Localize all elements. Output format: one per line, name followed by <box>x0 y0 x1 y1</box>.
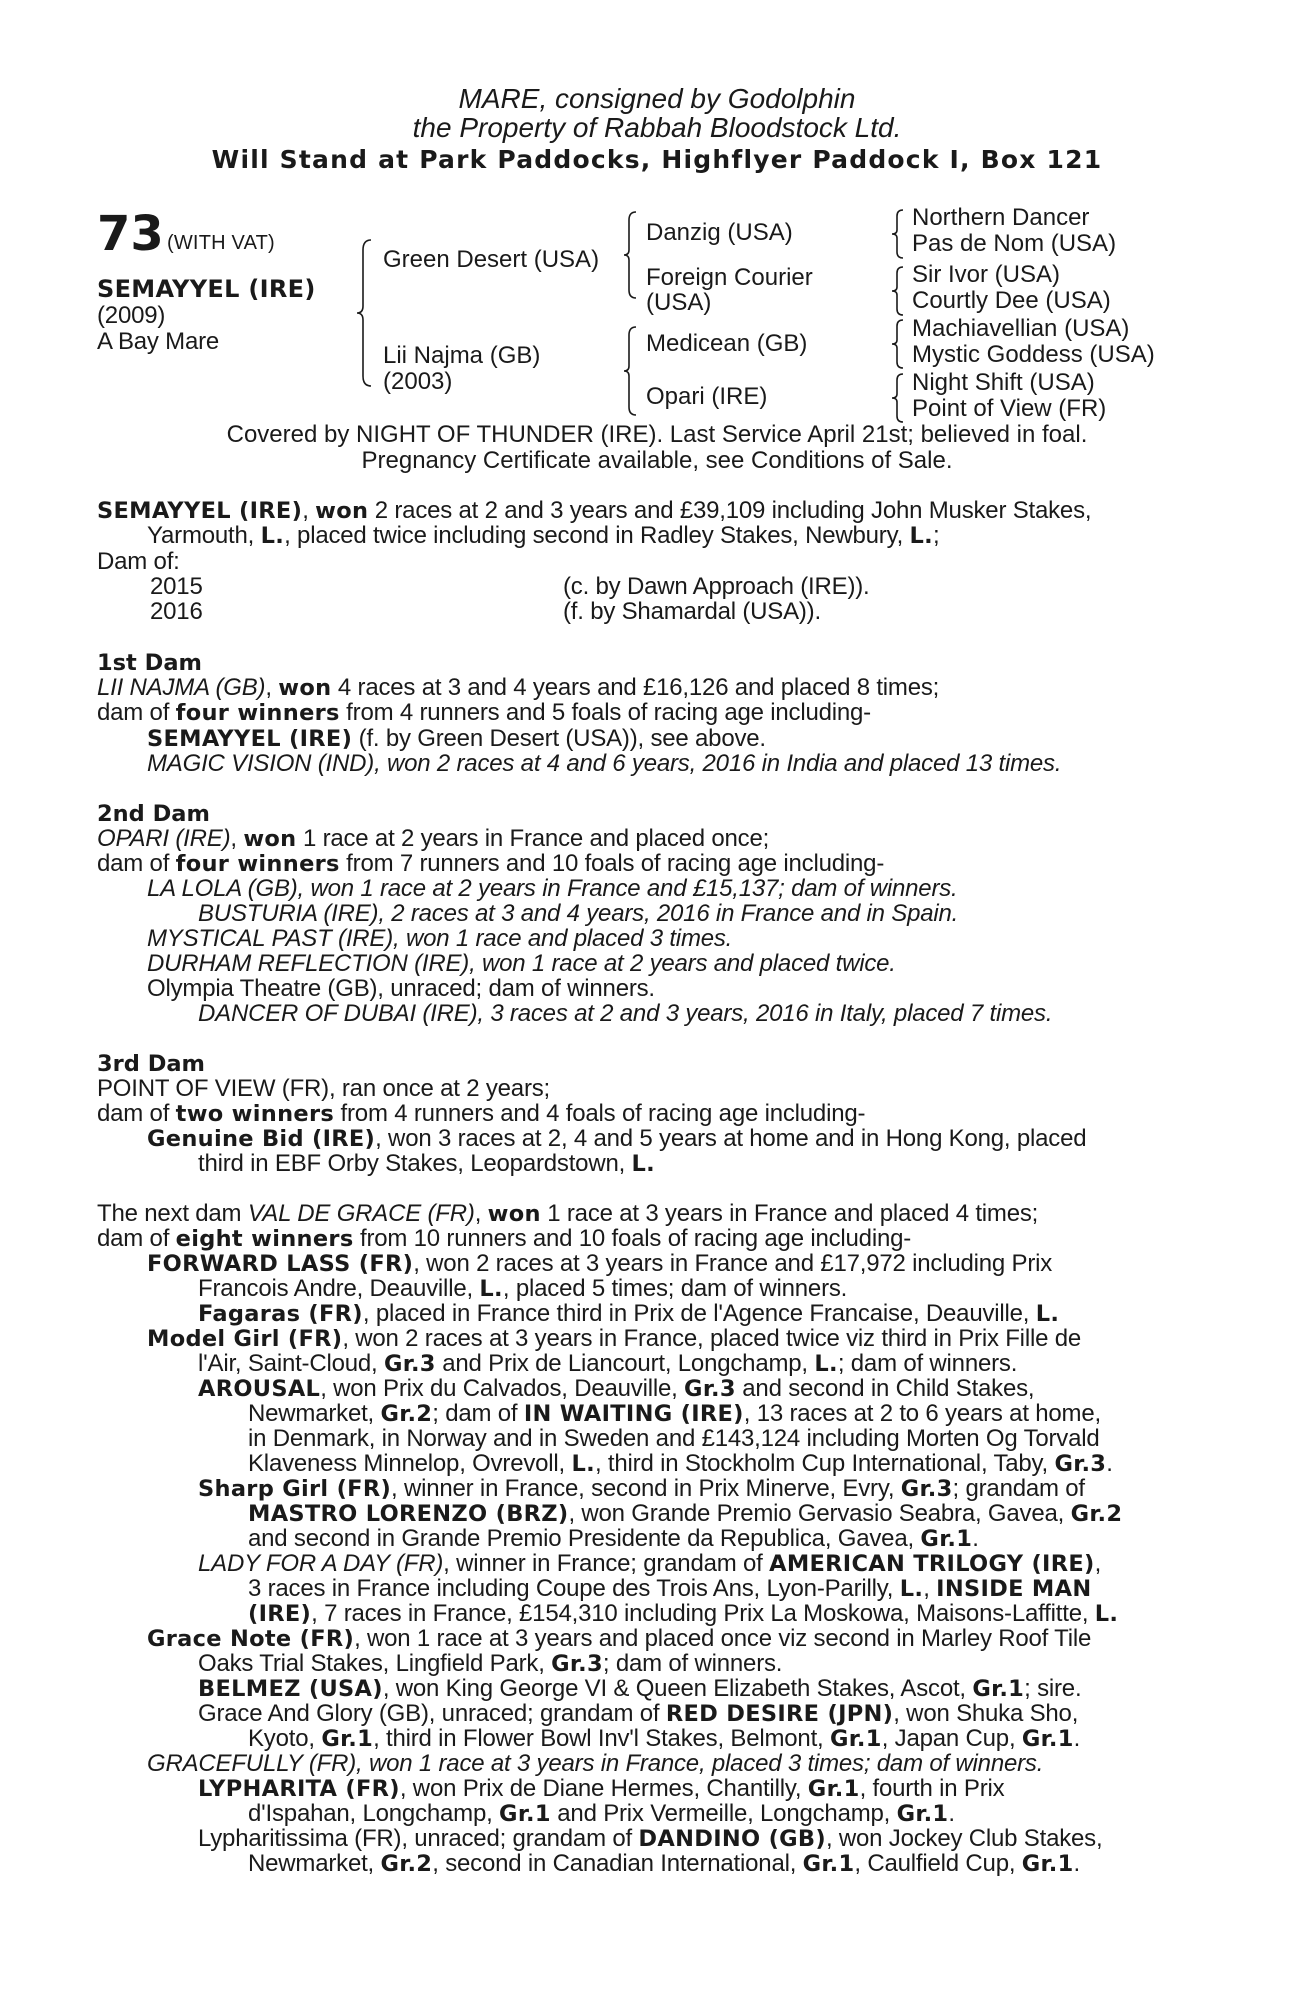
header-stand: Will Stand at Park Paddocks, Highflyer Paddock I, Box 121 <box>211 145 1103 174</box>
lot-name: SEMAYYEL (IRE) <box>97 275 316 303</box>
pedigree-dss: Machiavellian (USA) <box>912 315 1130 342</box>
second-dam-line-2: dam of four winners from 7 runners and 10 foals of racing age including- <box>97 850 885 877</box>
second-dam-produce-2: MYSTICAL PAST (IRE), won 1 race and placed 3 times. <box>147 925 733 952</box>
pedigree-brace-2b <box>622 325 640 417</box>
pedigree-ddd: Point of View (FR) <box>912 395 1107 422</box>
covered-line: Covered by NIGHT OF THUNDER (IRE). Last Service April 21st; believed in foal. <box>226 421 1088 448</box>
lypharita-line-2: d'Ispahan, Longchamp, Gr.1 and Prix Vermeille, Longchamp, Gr.1. <box>248 1800 955 1827</box>
pedigree-brace-3d <box>890 372 906 424</box>
pedigree-brace-3c <box>890 318 906 370</box>
lady-for-a-day-line-1: LADY FOR A DAY (FR), winner in France; grandam of AMERICAN TRILOGY (IRE), <box>198 1550 1102 1577</box>
lypharitissima-line-1: Lypharitissima (FR), unraced; grandam of DANDINO (GB), won Jockey Club Stakes, <box>198 1825 1103 1852</box>
arousal-line-3: in Denmark, in Norway and in Sweden and £143,124 including Morten Og Torvald <box>248 1425 1100 1452</box>
belmez-line: BELMEZ (USA), won King George VI & Queen Elizabeth Stakes, Ascot, Gr.1; sire. <box>198 1675 1082 1702</box>
forward-lass-line-1: FORWARD LASS (FR), won 2 races at 3 years in France and £17,972 including Prix <box>147 1250 1053 1277</box>
dam-of-label: Dam of: <box>97 548 180 575</box>
pregnancy-line: Pregnancy Certificate available, see Conditions of Sale. <box>361 447 953 474</box>
header-consignor: MARE, consigned by Godolphin <box>458 83 856 114</box>
second-dam-produce-4: Olympia Theatre (GB), unraced; dam of winners. <box>147 975 655 1002</box>
gracefully-line: GRACEFULLY (FR), won 1 race at 3 years in France, placed 3 times; dam of winners. <box>147 1750 1044 1777</box>
lot-description: A Bay Mare <box>97 328 220 355</box>
pedigree-dam-dam: Opari (IRE) <box>646 383 768 410</box>
pedigree-dds: Night Shift (USA) <box>912 369 1095 396</box>
first-dam-line-1: LII NAJMA (GB), won 4 races at 3 and 4 years and £16,126 and placed 8 times; <box>97 674 940 701</box>
first-dam-heading: 1st Dam <box>97 650 202 676</box>
second-dam-produce-4a: DANCER OF DUBAI (IRE), 3 races at 2 and 3 years, 2016 in Italy, placed 7 times. <box>198 1000 1053 1027</box>
pedigree-sdd: Courtly Dee (USA) <box>912 287 1111 314</box>
produce-2015-detail: (c. by Dawn Approach (IRE)). <box>563 573 870 600</box>
pedigree-dsd: Mystic Goddess (USA) <box>912 341 1155 368</box>
pedigree-sss: Northern Dancer <box>912 204 1090 231</box>
second-dam-produce-1a: BUSTURIA (IRE), 2 races at 3 and 4 years, 2016 in France and in Spain. <box>198 900 959 927</box>
produce-2015-year: 2015 <box>150 573 203 600</box>
grace-and-glory-line-1: Grace And Glory (GB), unraced; grandam of RED DESIRE (JPN), won Shuka Sho, <box>198 1700 1079 1727</box>
first-dam-produce-1: SEMAYYEL (IRE) (f. by Green Desert (USA)), see above. <box>147 725 766 752</box>
arousal-line-1: AROUSAL, won Prix du Calvados, Deauville, Gr.3 and second in Child Stakes, <box>198 1375 1035 1402</box>
sharp-girl-line-2: MASTRO LORENZO (BRZ), won Grande Premio Gervasio Seabra, Gavea, Gr.2 <box>248 1500 1123 1527</box>
model-girl-line-2: l'Air, Saint-Cloud, Gr.3 and Prix de Liancourt, Longchamp, L.; dam of winners. <box>198 1350 1018 1377</box>
produce-2016-detail: (f. by Shamardal (USA)). <box>563 598 821 625</box>
header-property: the Property of Rabbah Bloodstock Ltd. <box>412 112 902 143</box>
second-dam-produce-1: LA LOLA (GB), won 1 race at 2 years in France and £15,137; dam of winners. <box>147 875 958 902</box>
sharp-girl-line-1: Sharp Girl (FR), winner in France, second in Prix Minerve, Evry, Gr.3; grandam of <box>198 1475 1085 1502</box>
pedigree-sire-dam: Foreign Courier <box>646 264 813 291</box>
grace-note-line-2: Oaks Trial Stakes, Lingfield Park, Gr.3; dam of winners. <box>198 1650 783 1677</box>
mare-record-line-2: Yarmouth, L., placed twice including second in Radley Stakes, Newbury, L.; <box>147 522 940 549</box>
third-dam-produce-1b: third in EBF Orby Stakes, Leopardstown, L. <box>198 1150 656 1177</box>
forward-lass-line-2: Francois Andre, Deauville, L., placed 5 times; dam of winners. <box>198 1275 848 1302</box>
arousal-line-2: Newmarket, Gr.2; dam of IN WAITING (IRE), 13 races at 2 to 6 years at home, <box>248 1400 1101 1427</box>
lady-for-a-day-line-3: (IRE), 7 races in France, £154,310 including Prix La Moskowa, Maisons-Laffitte, L. <box>248 1600 1119 1627</box>
first-dam-line-2: dam of four winners from 4 runners and 5 foals of racing age including- <box>97 699 871 726</box>
fagaras-line: Fagaras (FR), placed in France third in Prix de l'Agence Francaise, Deauville, L. <box>198 1300 1060 1327</box>
pedigree-sire-dam-2: (USA) <box>646 289 712 316</box>
pedigree-sds: Sir Ivor (USA) <box>912 261 1061 288</box>
lot-number: 73 <box>97 206 164 262</box>
lady-for-a-day-line-2: 3 races in France including Coupe des Trois Ans, Lyon-Parilly, L., INSIDE MAN <box>248 1575 1092 1602</box>
model-girl-line-1: Model Girl (FR), won 2 races at 3 years in France, placed twice viz third in Prix Fille de <box>147 1325 1081 1352</box>
lypharitissima-line-2: Newmarket, Gr.2, second in Canadian International, Gr.1, Caulfield Cup, Gr.1. <box>248 1850 1081 1877</box>
grace-and-glory-line-2: Kyoto, Gr.1, third in Flower Bowl Inv'l Stakes, Belmont, Gr.1, Japan Cup, Gr.1. <box>248 1725 1081 1752</box>
lot-vat: (WITH VAT) <box>167 232 275 254</box>
lypharita-line-1: LYPHARITA (FR), won Prix de Diane Hermes, Chantilly, Gr.1, fourth in Prix <box>198 1775 1005 1802</box>
pedigree-brace-3a <box>890 208 906 260</box>
pedigree-dam: Lii Najma (GB) <box>383 342 541 369</box>
pedigree-ssd: Pas de Nom (USA) <box>912 230 1117 257</box>
pedigree-brace-1 <box>355 238 375 388</box>
next-dam-line-1: The next dam VAL DE GRACE (FR), won 1 race at 3 years in France and placed 4 times; <box>97 1200 1039 1227</box>
pedigree-dam-year: (2003) <box>383 368 453 395</box>
grace-note-line-1: Grace Note (FR), won 1 race at 3 years and placed once viz second in Marley Roof Tile <box>147 1625 1092 1652</box>
produce-2016-year: 2016 <box>150 598 203 625</box>
third-dam-produce-1: Genuine Bid (IRE), won 3 races at 2, 4 and 5 years at home and in Hong Kong, placed <box>147 1125 1087 1152</box>
next-dam-line-2: dam of eight winners from 10 runners and 10 foals of racing age including- <box>97 1225 912 1252</box>
pedigree-sire-sire: Danzig (USA) <box>646 219 793 246</box>
third-dam-line-1: POINT OF VIEW (FR), ran once at 2 years; <box>97 1075 551 1102</box>
pedigree-dam-sire: Medicean (GB) <box>646 330 808 357</box>
mare-record-line-1: SEMAYYEL (IRE), won 2 races at 2 and 3 years and £39,109 including John Musker Stakes, <box>97 497 1092 524</box>
second-dam-line-1: OPARI (IRE), won 1 race at 2 years in France and placed once; <box>97 825 770 852</box>
arousal-line-4: Klaveness Minnelop, Ovrevoll, L., third in Stockholm Cup International, Taby, Gr.3. <box>248 1450 1113 1477</box>
lot-year: (2009) <box>97 302 166 329</box>
second-dam-produce-3: DURHAM REFLECTION (IRE), won 1 race at 2 years and placed twice. <box>147 950 896 977</box>
sharp-girl-line-3: and second in Grande Premio Presidente da Republica, Gavea, Gr.1. <box>248 1525 979 1552</box>
pedigree-sire: Green Desert (USA) <box>383 246 600 273</box>
pedigree-brace-2a <box>622 210 640 300</box>
pedigree-brace-3b <box>890 265 906 317</box>
third-dam-line-2: dam of two winners from 4 runners and 4 foals of racing age including- <box>97 1100 866 1127</box>
second-dam-heading: 2nd Dam <box>97 801 210 827</box>
third-dam-heading: 3rd Dam <box>97 1051 205 1077</box>
first-dam-produce-2: MAGIC VISION (IND), won 2 races at 4 and 6 years, 2016 in India and placed 13 times. <box>147 750 1062 777</box>
